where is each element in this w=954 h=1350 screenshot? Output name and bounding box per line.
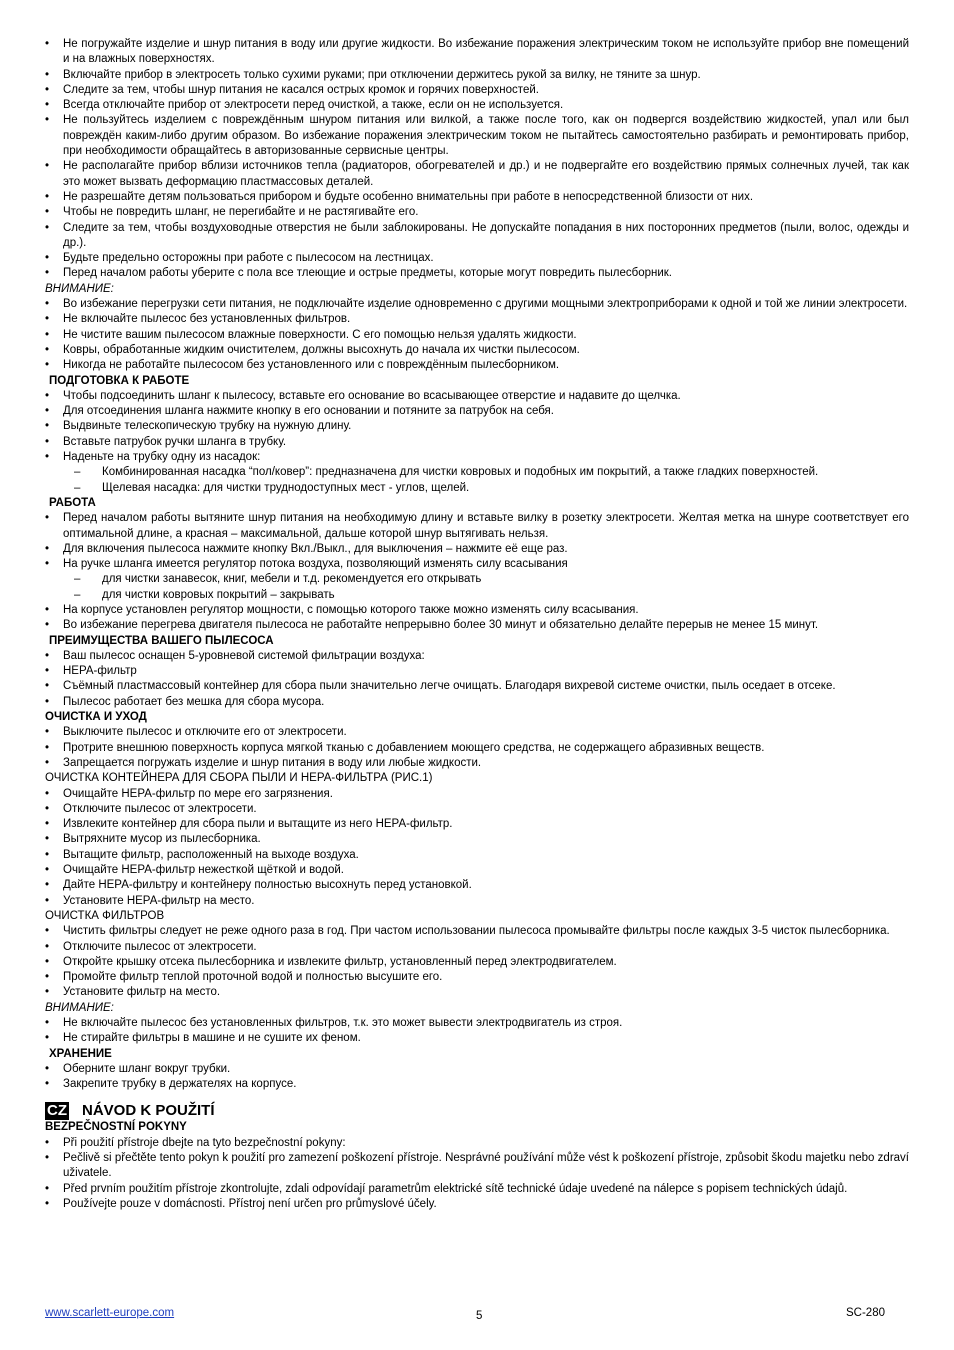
list-item: • На корпусе установлен регулятор мощности, с помощью которого также можно изменять силу всасывания. bbox=[45, 603, 909, 618]
list-item: • Никогда не работайте пылесосом без установленного или с повреждённым пылесборником. bbox=[45, 358, 909, 373]
list-item: • Промойте фильтр теплой проточной водой и полностью высушите его. bbox=[45, 970, 909, 985]
list-item: • Чистить фильтры следует не реже одного раза в год. При частом использовании пылесоса промывайте фильтры после каждых 3-5 чисток пылесборника. bbox=[45, 924, 909, 939]
list-item: • Вставьте патрубок ручки шланга в трубку. bbox=[45, 435, 909, 450]
list-item: • Запрещается погружать изделие и шнур питания в воду или любые жидкости. bbox=[45, 756, 909, 771]
list-item: • Перед началом работы вытяните шнур питания на необходимую длину и вставьте вилку в розетку электросети. Желтая метка на шнуре соответствует его оптимальной длине, а красная – максимальной, дальше которой шнур вытягивать нельзя. bbox=[45, 511, 909, 542]
list-item: • Для включения пылесоса нажмите кнопку Вкл./Выкл., для выключения – нажмите её еще раз. bbox=[45, 542, 909, 557]
list-item: • Не располагайте прибор вблизи источников тепла (радиаторов, обогревателей и др.) и не подвергайте его воздействию прямых солнечных лучей, так как это может вызвать деформацию пластмассовых деталей. bbox=[45, 159, 909, 190]
list-item: • Съёмный пластмассовый контейнер для сбора пыли значительно легче очищать. Благодаря вихревой системе очистки, пыль оседает в отсеке. bbox=[45, 679, 909, 694]
bullet-list bbox=[45, 924, 909, 1000]
list-item: • Дайте НЕРА-фильтру и контейнеру полностью высохнуть перед установкой. bbox=[45, 878, 909, 893]
section-heading: ОЧИСТКА КОНТЕЙНЕРА ДЛЯ СБОРА ПЫЛИ И НЕРА-ФИЛЬТРА (РИС.1) bbox=[45, 772, 433, 785]
list-item: • Не пользуйтесь изделием с повреждённым шнуром питания или вилкой, а также после того, как он подвергся воздействию жидкостей, упал или был повреждён каким-либо другим образом. Во избежание поражения электрическим током не пытайтесь самостоятельно разбирать и ремонтировать прибор, при необходимости обращайтесь в авторизованные сервисные центры. bbox=[45, 113, 909, 159]
list-item: • Ваш пылесос оснащен 5-уровневой системой фильтрации воздуха: bbox=[45, 649, 909, 664]
list-item: • Очищайте НЕРА-фильтр по мере его загрязнения. bbox=[45, 787, 909, 802]
list-item: • Откройте крышку отсека пылесборника и извлеките фильтр, установленный перед электродвигателем. bbox=[45, 955, 909, 970]
list-item: • На ручке шланга имеется регулятор потока воздуха, позволяющий изменять силу всасывания bbox=[45, 557, 909, 572]
document-body bbox=[45, 37, 909, 1212]
list-item: • Всегда отключайте прибор от электросети перед очисткой, а также, если он не используется. bbox=[45, 98, 909, 113]
list-item: • Ковры, обработанные жидким очистителем, должны высохнуть до начала их чистки пылесосом. bbox=[45, 343, 909, 358]
page-number: 5 bbox=[476, 1310, 483, 1322]
list-item: • Для отсоединения шланга нажмите кнопку в его основании и потяните за патрубок на себя. bbox=[45, 404, 909, 419]
list-item: • Очищайте НЕРА-фильтр нежесткой щёткой и водой. bbox=[45, 863, 909, 878]
list-item: • Вытряхните мусор из пылесборника. bbox=[45, 832, 909, 847]
bullet-list bbox=[45, 725, 909, 771]
list-item: • Не включайте пылесос без установленных фильтров, т.к. это может вывести электродвигатель из строя. bbox=[45, 1016, 909, 1031]
section-heading: ОЧИСТКА ФИЛЬТРОВ bbox=[45, 909, 165, 922]
list-item: • Установите НЕРА-фильтр на место. bbox=[45, 894, 909, 909]
section-heading: РАБОТА bbox=[49, 496, 96, 509]
list-item: • Používejte pouze v domácnosti. Přístroj není určen pro průmyslové účely. bbox=[45, 1197, 909, 1212]
list-item: • Выключите пылесос и отключите его от электросети. bbox=[45, 725, 909, 740]
list-item: • Включайте прибор в электросеть только сухими руками; при отключении держитесь рукой за вилку, не тяните за шнур. bbox=[45, 68, 909, 83]
list-item: • Закрепите трубку в держателях на корпусе. bbox=[45, 1077, 909, 1092]
website-link[interactable]: www.scarlett-europe.com bbox=[45, 1307, 175, 1319]
section-heading: ВНИМАНИЕ: bbox=[45, 282, 114, 295]
list-item: • Вытащите фильтр, расположенный на выходе воздуха. bbox=[45, 848, 909, 863]
section-heading: ПОДГОТОВКА К РАБОТЕ bbox=[49, 374, 190, 387]
dash-item: – для чистки занавесок, книг, мебели и т.д. рекомендуется его открывать bbox=[45, 572, 909, 587]
section-heading: ОЧИСТКА И УХОД bbox=[45, 711, 147, 724]
bullet-list bbox=[45, 511, 909, 633]
dash-item: – для чистки ковровых покрытий – закрывать bbox=[45, 588, 909, 603]
list-item: • Чтобы не повредить шланг, не перегибайте и не растягивайте его. bbox=[45, 205, 909, 220]
list-item: • Při použití přístroje dbejte na tyto bezpečnostní pokyny: bbox=[45, 1136, 909, 1151]
list-item: • Перед началом работы уберите с пола все тлеющие и острые предметы, которые могут повредить пылесборник. bbox=[45, 266, 909, 281]
dash-item: – Щелевая насадка: для чистки труднодоступных мест - углов, щелей. bbox=[45, 481, 909, 496]
list-item: • Извлеките контейнер для сбора пыли и вытащите из него НЕРА-фильтр. bbox=[45, 817, 909, 832]
bullet-list bbox=[45, 297, 909, 373]
bullet-list bbox=[45, 1062, 909, 1093]
list-item: • Чтобы подсоединить шланг к пылесосу, вставьте его основание во всасывающее отверстие и надавите до щелчка. bbox=[45, 389, 909, 404]
cz-title: NÁVOD K POUŽITÍ bbox=[82, 1102, 215, 1120]
list-item: • Не разрешайте детям пользоваться прибором и будьте особенно внимательны при работе в непосредственной близости от них. bbox=[45, 190, 909, 205]
list-item: • Во избежание перегрузки сети питания, не подключайте изделие одновременно с другими мощными электроприборами к одной и той же линии электросети. bbox=[45, 297, 909, 312]
list-item: • Наденьте на трубку одну из насадок: bbox=[45, 450, 909, 465]
list-item: • Не включайте пылесос без установленных фильтров. bbox=[45, 312, 909, 327]
section-heading: ХРАНЕНИЕ bbox=[49, 1047, 112, 1060]
cz-subtitle: BEZPEČNOSTNÍ POKYNY bbox=[45, 1121, 187, 1134]
bullet-list bbox=[45, 1016, 909, 1047]
list-item: • Пылесос работает без мешка для сбора мусора. bbox=[45, 695, 909, 710]
cz-section-header bbox=[45, 1102, 909, 1120]
list-item: • Протрите внешнюю поверхность корпуса мягкой тканью с добавлением моющего средства, не содержащего абразивных веществ. bbox=[45, 741, 909, 756]
list-item: • Pečlivě si přečtěte tento pokyn k použití pro zamezení poškození přístroje. Nesprávné používání může vést k poškození přístroje, způsobit škodu majetku nebo zdraví uživatele. bbox=[45, 1151, 909, 1182]
list-item: • Оберните шланг вокруг трубки. bbox=[45, 1062, 909, 1077]
list-item: • Выдвиньте телескопическую трубку на нужную длину. bbox=[45, 419, 909, 434]
bullet-list bbox=[45, 389, 909, 496]
language-badge: CZ bbox=[47, 1102, 67, 1120]
list-item: • Следите за тем, чтобы шнур питания не касался острых кромок и горячих поверхностей. bbox=[45, 83, 909, 98]
list-item: • Отключите пылесос от электросети. bbox=[45, 940, 909, 955]
dash-item: – Комбинированная насадка “пол/ковер”: предназначена для чистки ковровых и подобных им покрытий, а также гладких поверхностей. bbox=[45, 465, 909, 480]
list-item: • НЕРА-фильтр bbox=[45, 664, 909, 679]
section-heading: ВНИМАНИЕ: bbox=[45, 1001, 114, 1014]
list-item: • Следите за тем, чтобы воздуховодные отверстия не были заблокированы. Не допускайте попадания в них посторонних предметов (пыли, волос, одежды и др.). bbox=[45, 221, 909, 252]
section-heading: ПРЕИМУЩЕСТВА ВАШЕГО ПЫЛЕСОСА bbox=[49, 634, 274, 647]
list-item: • Установите фильтр на место. bbox=[45, 985, 909, 1000]
bullet-list bbox=[45, 649, 909, 710]
model-number: SC-280 bbox=[846, 1307, 885, 1319]
list-item: • Не стирайте фильтры в машине и не сушите их феном. bbox=[45, 1031, 909, 1046]
cz-bullet-list bbox=[45, 1136, 909, 1212]
list-item: • Не чистите вашим пылесосом влажные поверхности. С его помощью нельзя удалять жидкости. bbox=[45, 328, 909, 343]
bullet-list bbox=[45, 787, 909, 909]
bullet-list bbox=[45, 37, 909, 282]
list-item: • Будьте предельно осторожны при работе с пылесосом на лестницах. bbox=[45, 251, 909, 266]
list-item: • Отключите пылесос от электросети. bbox=[45, 802, 909, 817]
list-item: • Před prvním použitím přístroje zkontrolujte, zdali odpovídají parametrům elektrické sítě technické údaje uvedené na nálepce s popisem technických údajů. bbox=[45, 1182, 909, 1197]
list-item: • Во избежание перегрева двигателя пылесоса не работайте непрерывно более 30 минут и обязательно делайте перерыв не менее 15 минут. bbox=[45, 618, 909, 633]
list-item: • Не погружайте изделие и шнур питания в воду или другие жидкости. Во избежание поражения электрическим током не используйте прибор вне помещений и на влажных поверхностях. bbox=[45, 37, 909, 68]
